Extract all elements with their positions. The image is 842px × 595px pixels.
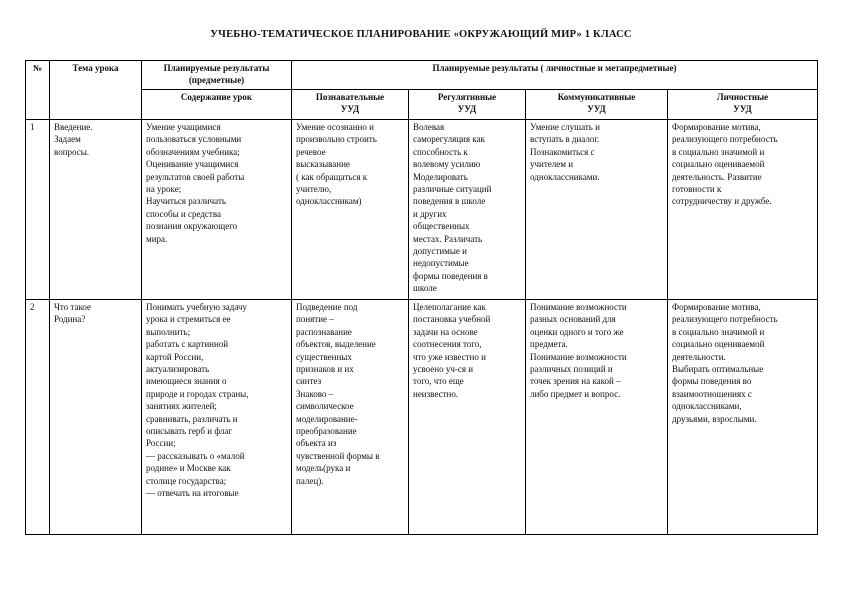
cell-line: учителю,	[296, 184, 332, 195]
cell-line: выполнить;	[146, 326, 191, 337]
cell-line: формы поведения во	[672, 376, 752, 387]
cell-line: различные ситуаций	[413, 184, 492, 195]
document-title: УЧЕБНО-ТЕМАТИЧЕСКОЕ ПЛАНИРОВАНИЕ «ОКРУЖАЮЩИЙ МИР» 1 КЛАСС	[210, 29, 632, 40]
cell-line: произвольно строить	[296, 134, 377, 145]
cell-line: Познакомиться с	[530, 146, 595, 157]
cell-line: Введение.	[54, 122, 93, 132]
cell-line: социально оцениваемой	[672, 339, 765, 350]
cell-line: синтез	[296, 376, 322, 387]
cell-line: символическое	[296, 401, 354, 412]
planning-table	[25, 60, 818, 535]
cell-line: картой России,	[146, 351, 204, 362]
cell-line: школе	[413, 283, 437, 294]
header-planned-subject: Планируемые результаты (предметные)	[142, 61, 292, 90]
cell-line: работать с картинной	[146, 339, 229, 350]
cell-line: речевое	[296, 146, 326, 157]
cell-line: обозначениям учебника;	[146, 146, 240, 157]
header-personal: Личностные УУД	[668, 90, 818, 120]
cell-line: что уже известно и	[413, 351, 486, 362]
cell-line: Умение слушать и	[530, 122, 600, 132]
cell-regulative	[409, 300, 526, 535]
header-cognitive: Познавательные УУД	[292, 90, 409, 120]
cell-personal	[668, 120, 818, 300]
cell-line: Знаково –	[296, 388, 334, 399]
cell-line: готовности к	[672, 184, 722, 195]
cell-line: чувственной формы в	[296, 450, 380, 461]
header-communicative: Коммуникативные УУД	[526, 90, 668, 120]
cell-line: преобразование	[296, 426, 357, 437]
cell-line: учителем и	[530, 159, 574, 170]
cell-personal	[668, 300, 818, 535]
cell-line: задачи на основе	[413, 326, 478, 337]
cell-line: палец).	[296, 475, 324, 486]
cell-line: одноклассниками,	[672, 401, 742, 412]
cell-line: ( как обращаться к	[296, 171, 368, 182]
header-planned-personal: Планируемые результаты ( личностные и метапредметные)	[292, 61, 818, 90]
cell-line: объектов, выделение	[296, 339, 376, 350]
cell-line: Научиться различать	[146, 196, 226, 207]
header-num: №	[26, 61, 50, 120]
cell-line: формы поведения в	[413, 270, 488, 281]
table-row	[26, 120, 818, 300]
cell-line: Задаем	[54, 134, 81, 145]
header-topic: Тема урока	[50, 61, 142, 120]
header-row-1	[26, 61, 818, 90]
cell-communicative	[526, 300, 668, 535]
cell-line: Понимать учебную задачу	[146, 302, 247, 312]
cell-line: соотнесения того,	[413, 339, 482, 350]
cell-line: Целеполагание как	[413, 302, 486, 312]
cell-line: сотрудничеству и дружбе.	[672, 196, 772, 207]
cell-line: познания окружающего	[146, 221, 238, 232]
cell-line: понятие –	[296, 314, 334, 325]
cell-line: саморегуляция как	[413, 134, 485, 145]
cell-communicative	[526, 120, 668, 300]
cell-line: способы и средства	[146, 208, 221, 219]
cell-line: модель(рука и	[296, 463, 351, 474]
cell-line: Умение осознанно и	[296, 122, 374, 132]
cell-line: Умение учащимися	[146, 122, 221, 132]
cell-line: социально оцениваемой	[672, 159, 765, 170]
cell-num: 2	[26, 300, 50, 535]
cell-line: деятельность. Развитие	[672, 171, 762, 182]
cell-line: друзьями, взрослыми.	[672, 413, 757, 424]
header-regulative: Регулятивные УУД	[409, 90, 526, 120]
cell-topic	[50, 120, 142, 300]
cell-line: реализующего потребность	[672, 314, 778, 325]
cell-line: того, что еще	[413, 376, 464, 387]
cell-line: — рассказывать о «малой	[146, 450, 245, 461]
cell-line: природе и городах страны,	[146, 388, 249, 399]
cell-line: допустимые и	[413, 246, 467, 257]
cell-line: Формирование мотива,	[672, 122, 761, 132]
cell-line: деятельности.	[672, 351, 726, 362]
cell-line: занятиях жителей;	[146, 401, 217, 412]
cell-content	[142, 120, 292, 300]
cell-line: урока и стремиться ее	[146, 314, 231, 325]
cell-line: актуализировать	[146, 364, 210, 375]
cell-line: реализующего потребность	[672, 134, 778, 145]
cell-line: Волевая	[413, 122, 445, 132]
cell-line: Подведение под	[296, 302, 358, 312]
cell-line: — отвечать на итоговые	[146, 488, 239, 499]
cell-line: России;	[146, 438, 176, 449]
cell-line: описывать герб и флаг	[146, 426, 233, 437]
cell-line: постановка учебной	[413, 314, 491, 325]
cell-line: на уроке;	[146, 184, 182, 195]
cell-line: точек зрения на какой –	[530, 376, 621, 387]
cell-line: родине» и Москве как	[146, 463, 231, 474]
cell-line: сравнивать, различать и	[146, 413, 238, 424]
cell-line: моделирование-	[296, 413, 358, 424]
cell-line: мира.	[146, 233, 168, 244]
cell-line: Понимание возможности	[530, 351, 627, 362]
cell-line: неизвестно.	[413, 388, 459, 399]
cell-line: вопросы.	[54, 146, 90, 157]
cell-line: общественных	[413, 221, 470, 232]
cell-line: и других	[413, 208, 447, 219]
cell-line: результатов своей работы	[146, 171, 245, 182]
cell-line: одноклассникам)	[296, 196, 362, 207]
cell-line: имеющиеся знания о	[146, 376, 227, 387]
cell-line: различных позиций и	[530, 364, 613, 375]
cell-cognitive	[292, 300, 409, 535]
cell-line: Родина?	[54, 314, 86, 325]
cell-line: высказывание	[296, 159, 350, 170]
cell-line: волевому усилию	[413, 159, 481, 170]
cell-regulative	[409, 120, 526, 300]
header-row-2	[26, 90, 818, 120]
cell-line: пользоваться условными	[146, 134, 242, 145]
cell-topic	[50, 300, 142, 535]
cell-line: в социально значимой и	[672, 146, 765, 157]
cell-line: предмета.	[530, 339, 568, 350]
cell-line: признаков и их	[296, 364, 354, 375]
cell-content	[142, 300, 292, 535]
cell-line: Понимание возможности	[530, 302, 627, 312]
cell-line: либо предмет и вопрос.	[530, 388, 621, 399]
cell-line: вступать в диалог.	[530, 134, 600, 145]
cell-cognitive	[292, 120, 409, 300]
cell-line: усвоено уч-ся и	[413, 364, 474, 375]
cell-num: 1	[26, 120, 50, 300]
table-row	[26, 300, 818, 535]
cell-line: одноклассниками.	[530, 171, 600, 182]
cell-line: Формирование мотива,	[672, 302, 761, 312]
cell-line: Моделировать	[413, 171, 468, 182]
cell-line: объекта из	[296, 438, 337, 449]
cell-line: столице государства;	[146, 475, 227, 486]
header-content: Содержание урок	[142, 90, 292, 120]
cell-line: распознавание	[296, 326, 352, 337]
cell-line: существенных	[296, 351, 352, 362]
cell-line: недопустимые	[413, 258, 469, 269]
cell-line: Что такое	[54, 302, 91, 312]
cell-line: оценки одного и того же	[530, 326, 624, 337]
cell-line: местах. Различать	[413, 233, 483, 244]
cell-line: Оценивание учащимися	[146, 159, 239, 170]
cell-line: в социально значимой и	[672, 326, 765, 337]
cell-line: Выбирать оптимальные	[672, 364, 764, 375]
cell-line: способность к	[413, 146, 468, 157]
cell-line: разных оснований для	[530, 314, 616, 325]
cell-line: взаимоотношениях с	[672, 388, 752, 399]
cell-line: поведения в школе	[413, 196, 486, 207]
